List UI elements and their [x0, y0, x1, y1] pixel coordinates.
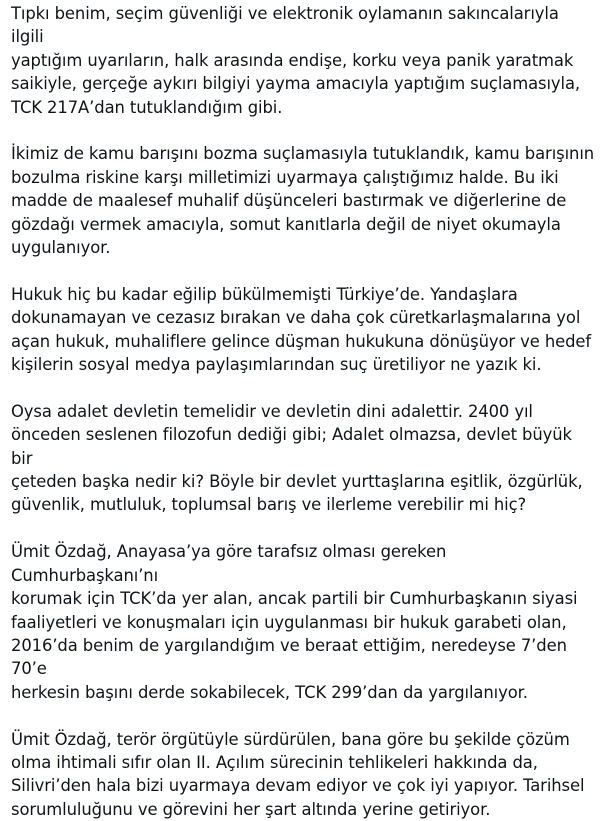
post-text [11, 2, 596, 821]
post-paragraph-4: Oysa adalet devletin temelidir ve devletin dini adalettir. 2400 yıl önceden seslenen filozofun dediği gibi; Adalet olmazsa, devlet büyük bir çeteden başka nedir ki? Böyle bir devlet yurttaşlarına eşitlik, özgürlük, güvenlik, mutluluk, toplumsal barış ve ilerleme verebilir mi hiç? [11, 401, 583, 515]
post-paragraph-1: Tıpkı benim, seçim güvenliği ve elektronik oylamanın sakıncalarıyla ilgili yaptığım uyarıların, halk arasında endişe, korku veya panik yaratmak saikiyle, gerçeğe aykırı bilgiyi yayma amacıyla yaptığım suçlamasıyla, TCK 217A’dan tutuklandığım gibi. [11, 4, 581, 117]
post-paragraph-5: Ümit Özdağ, Anayasa’ya göre tarafsız olması gereken Cumhurbaşkanı’nı korumak için TCK’da yer alan, ancak partili bir Cumhurbaşkanın siyasi faaliyetleri ve konuşmaları için uygulanması bir hukuk garabeti olan, 2016’da benim de yargılandığım ve beraat ettiğim, neredeyse 7’den 70’e herkesin başını derde sokabilecek, TCK 299’dan da yargılanıyor. [11, 542, 578, 702]
post-paragraph-3: Hukuk hiç bu kadar eğilip bükülmemişti Türkiye’de. Yandaşlara dokunamayan ve cezasız bırakan ve daha çok cüretkarlaşmalarına yol açan hukuk, muhaliflere gelince düşman hukukuna dönüşüyor ve hedef kişilerin sosyal medya paylaşımlarından suç üretiliyor ne yazık ki. [11, 284, 592, 375]
post-paragraph-6: Ümit Özdağ, terör örgütüyle sürdürülen, bana göre bu şekilde çözüm olma ihtimali sıfır olan II. Açılım sürecinin tehlikeleri hakkında da, Silivri’den hala bizi uyarmaya devam ediyor ve çok iyi yapıyor. Tarihsel sorumluluğunu ve görevini her şart altında yerine getiriyor. [11, 729, 585, 819]
post-paragraph-2: İkimiz de kamu barışını bozma suçlamasıyla tutuklandık, kamu barışının bozulma riskine karşı milletimizi uyarmaya çalıştığımız halde. Bu iki madde de maalesef muhalif düşünceleri bastırmak ve diğerlerine de gözdağı vermek amacıyla, somut kanıtlarla değil de niyet okumayla uygulanıyor. [11, 144, 595, 258]
